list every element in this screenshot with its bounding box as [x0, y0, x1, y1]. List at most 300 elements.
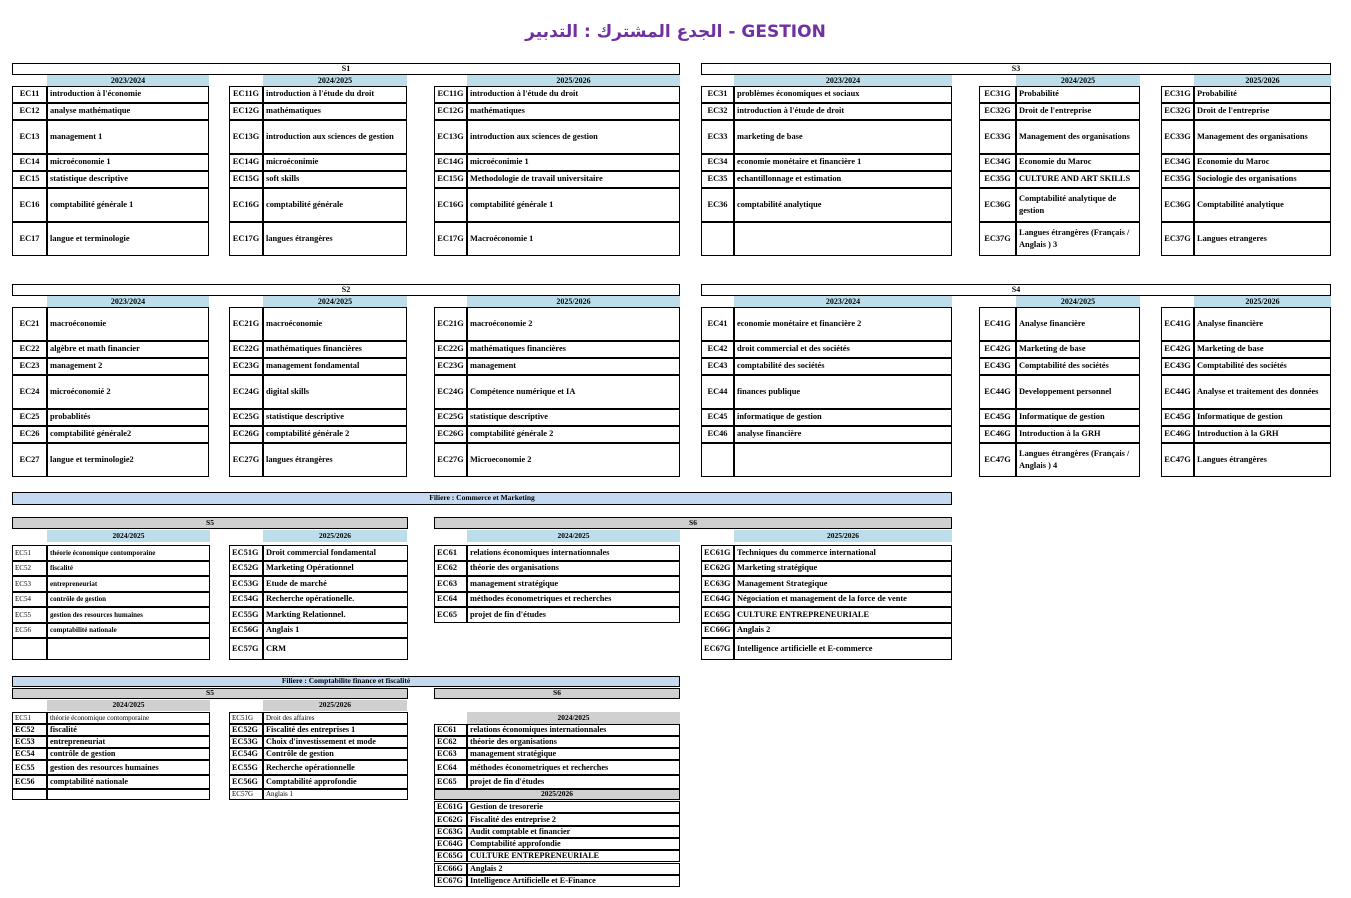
- course-name: mathématiques: [263, 103, 407, 120]
- semester-header: S1: [12, 63, 680, 75]
- course-code: EC11G: [229, 86, 263, 103]
- course-code: EC24G: [229, 375, 263, 409]
- course-name: théorie des organisations: [467, 561, 680, 577]
- course-code: EC64: [434, 760, 467, 775]
- course-code: EC53: [12, 576, 47, 592]
- course-name: microéconomie 1: [47, 154, 209, 171]
- course-name: analyse financière: [734, 426, 952, 443]
- course-name: introduction aux sciences de gestion: [263, 120, 407, 154]
- course-code: EC64G: [434, 838, 467, 850]
- course-name: macroéconomie 2: [467, 307, 680, 341]
- course-name: langue et terminologie2: [47, 443, 209, 477]
- course-code: EC43G: [979, 358, 1016, 375]
- year-header: 2024/2025: [263, 75, 407, 86]
- course-name: macroéconomie: [263, 307, 407, 341]
- course-name: Comptabilité approfondie: [467, 838, 680, 850]
- course-name: microéconomié 2: [47, 375, 209, 409]
- course-name: mathématiques financières: [467, 341, 680, 358]
- course-code: EC55G: [229, 607, 263, 623]
- course-code: EC33G: [979, 120, 1016, 154]
- course-code: EC14: [12, 154, 47, 171]
- course-name: economie monétaire et financière 2: [734, 307, 952, 341]
- course-name: microéconimie: [263, 154, 407, 171]
- course-code: EC33G: [1161, 120, 1194, 154]
- course-name: probablités: [47, 409, 209, 426]
- year-header: 2025/2026: [734, 530, 952, 542]
- course-code: EC61: [434, 545, 467, 561]
- course-code: EC31G: [1161, 86, 1194, 103]
- course-name: relations économiques internationnales: [467, 545, 680, 561]
- semester-header: S3: [701, 63, 1331, 75]
- course-code: EC52G: [229, 561, 263, 577]
- course-code: EC32: [701, 103, 734, 120]
- year-header: 2024/2025: [263, 296, 407, 307]
- course-code: EC16G: [229, 188, 263, 222]
- course-name: Marketing de base: [1194, 341, 1331, 358]
- course-code: EC23: [12, 358, 47, 375]
- course-name: Droit de l'entreprise: [1194, 103, 1331, 120]
- year-header: 2023/2024: [734, 75, 952, 86]
- course-name: mathématiques: [467, 103, 680, 120]
- course-name: Etude de marché: [263, 576, 408, 592]
- course-code: EC45: [701, 409, 734, 426]
- course-name: [467, 638, 680, 660]
- course-code: EC67G: [434, 875, 467, 887]
- course-name: entrepreneuriat: [47, 736, 210, 748]
- course-name: comptabilité générale: [263, 188, 407, 222]
- course-name: Marketing de base: [1016, 341, 1140, 358]
- course-code: EC65: [434, 775, 467, 789]
- course-code: EC26: [12, 426, 47, 443]
- course-name: Comptabilité des sociétés: [1194, 358, 1331, 375]
- course-code: EC35G: [1161, 171, 1194, 188]
- course-name: gestion des resources humaines: [47, 607, 210, 623]
- course-code: EC65: [434, 607, 467, 623]
- course-code: EC25G: [434, 409, 467, 426]
- course-code: EC34: [701, 154, 734, 171]
- course-name: macroéconomie: [47, 307, 209, 341]
- course-name: algèbre et math financier: [47, 341, 209, 358]
- course-code: EC54G: [229, 592, 263, 608]
- course-code: EC44: [701, 375, 734, 409]
- course-name: droit commercial et des sociétés: [734, 341, 952, 358]
- course-code: EC12G: [434, 103, 467, 120]
- course-code: EC22: [12, 341, 47, 358]
- course-name: Droit commercial fondamental: [263, 545, 408, 561]
- course-name: Management des organisations: [1194, 120, 1331, 154]
- course-name: Marketing Opérationnel: [263, 561, 408, 577]
- course-name: introduction aux sciences de gestion: [467, 120, 680, 154]
- course-code: EC23G: [229, 358, 263, 375]
- course-name: fiscalité: [47, 724, 210, 736]
- course-code: EC13G: [229, 120, 263, 154]
- course-name: comptabilité générale 2: [467, 426, 680, 443]
- course-name: entrepreneuriat: [47, 576, 210, 592]
- course-code: EC31G: [979, 86, 1016, 103]
- course-name: Fiscalité des entreprise 2: [467, 813, 680, 825]
- course-name: Intelligence artificielle et E-commerce: [734, 638, 952, 660]
- course-name: [467, 623, 680, 639]
- course-code: [701, 222, 734, 256]
- year-header: 2025/2026: [434, 789, 680, 800]
- course-code: EC42: [701, 341, 734, 358]
- year-header: 2025/2026: [467, 75, 680, 86]
- year-header: 2023/2024: [47, 75, 209, 86]
- course-code: EC24: [12, 375, 47, 409]
- semester-header: S6: [434, 688, 680, 699]
- course-name: [47, 638, 210, 660]
- course-code: EC41G: [1161, 307, 1194, 341]
- course-code: EC44G: [979, 375, 1016, 409]
- course-code: EC21G: [229, 307, 263, 341]
- course-code: EC47G: [979, 443, 1016, 477]
- course-code: EC55: [12, 760, 47, 775]
- course-name: comptabilité générale 1: [467, 188, 680, 222]
- course-name: [47, 789, 210, 800]
- course-name: Informatique de gestion: [1194, 409, 1331, 426]
- course-name: Anglais 2: [467, 863, 680, 875]
- course-code: EC43: [701, 358, 734, 375]
- course-name: Markting Relationnel.: [263, 607, 408, 623]
- course-code: EC14G: [434, 154, 467, 171]
- year-header: 2024/2025: [1016, 75, 1140, 86]
- course-code: EC43G: [1161, 358, 1194, 375]
- course-code: EC62: [434, 561, 467, 577]
- course-code: EC67G: [701, 638, 734, 660]
- course-code: EC45G: [979, 409, 1016, 426]
- course-code: EC22G: [434, 341, 467, 358]
- course-code: [12, 789, 47, 800]
- course-name: Management des organisations: [1016, 120, 1140, 154]
- course-name: Marketing stratégique: [734, 561, 952, 577]
- year-header: 2025/2026: [1194, 75, 1331, 86]
- course-code: EC27: [12, 443, 47, 477]
- course-name: Management Strategique: [734, 576, 952, 592]
- course-name: langue et terminologie: [47, 222, 209, 256]
- year-header: 2025/2026: [1194, 296, 1331, 307]
- course-code: EC17: [12, 222, 47, 256]
- course-name: Négociation et management de la force de vente: [734, 592, 952, 608]
- course-name: management 1: [47, 120, 209, 154]
- course-name: Fiscalité des entreprises 1: [263, 724, 408, 736]
- course-code: EC45G: [1161, 409, 1194, 426]
- course-code: EC11: [12, 86, 47, 103]
- course-name: fiscalité: [47, 561, 210, 577]
- course-code: EC27G: [229, 443, 263, 477]
- course-name: Methodologie de travail universitaire: [467, 171, 680, 188]
- course-name: Analyse financière: [1194, 307, 1331, 341]
- course-code: EC54: [12, 748, 47, 760]
- course-code: EC56G: [229, 623, 263, 639]
- course-name: management: [467, 358, 680, 375]
- course-code: EC46G: [979, 426, 1016, 443]
- course-name: finances publique: [734, 375, 952, 409]
- course-code: EC57G: [229, 789, 263, 800]
- course-name: projet de fin d'études: [467, 607, 680, 623]
- course-code: EC53G: [229, 736, 263, 748]
- course-code: EC17G: [229, 222, 263, 256]
- course-name: Microeconomie 2: [467, 443, 680, 477]
- course-code: EC37G: [1161, 222, 1194, 256]
- course-code: EC65G: [701, 607, 734, 623]
- year-header: 2024/2025: [467, 530, 680, 542]
- course-name: Economie du Maroc: [1194, 154, 1331, 171]
- course-code: [434, 638, 467, 660]
- course-name: Compétence numérique et IA: [467, 375, 680, 409]
- course-name: Analyse et traitement des données: [1194, 375, 1331, 409]
- year-header: 2025/2026: [263, 700, 407, 711]
- year-header: 2024/2025: [1016, 296, 1140, 307]
- course-code: EC52: [12, 561, 47, 577]
- course-name: Gestion de tresorerie: [467, 801, 680, 813]
- course-code: EC64G: [701, 592, 734, 608]
- course-name: informatique de gestion: [734, 409, 952, 426]
- course-code: EC21G: [434, 307, 467, 341]
- course-name: contrôle de gestion: [47, 592, 210, 608]
- course-name: statistique descriptive: [467, 409, 680, 426]
- course-code: EC55: [12, 607, 47, 623]
- course-code: EC23G: [434, 358, 467, 375]
- course-code: [434, 623, 467, 639]
- course-name: Langues etrangeres: [1194, 222, 1331, 256]
- course-code: EC12: [12, 103, 47, 120]
- course-name: Anglais 1: [263, 623, 408, 639]
- course-name: Probabilité: [1194, 86, 1331, 103]
- course-name: Anglais 1: [263, 789, 408, 800]
- course-code: EC53G: [229, 576, 263, 592]
- course-name: statistique descriptive: [47, 171, 209, 188]
- course-name: langues étrangères: [263, 443, 407, 477]
- course-code: EC21: [12, 307, 47, 341]
- year-header: 2023/2024: [734, 296, 952, 307]
- course-name: Comptabilité analytique: [1194, 188, 1331, 222]
- filiere-header: Filiere : Commerce et Marketing: [12, 492, 952, 505]
- semester-header: S5: [12, 688, 408, 699]
- course-name: mathématiques financières: [263, 341, 407, 358]
- year-header: 2024/2025: [467, 712, 680, 724]
- course-code: EC66G: [701, 623, 734, 639]
- course-code: EC15: [12, 171, 47, 188]
- course-name: analyse mathématique: [47, 103, 209, 120]
- course-name: projet de fin d'études: [467, 775, 680, 789]
- course-code: EC56: [12, 775, 47, 789]
- course-code: EC15G: [434, 171, 467, 188]
- course-code: EC12G: [229, 103, 263, 120]
- course-code: EC57G: [229, 638, 263, 660]
- course-name: comptabilité analytique: [734, 188, 952, 222]
- course-name: Techniques du commerce international: [734, 545, 952, 561]
- course-name: méthodes économetriques et recherches: [467, 760, 680, 775]
- course-name: problèmes économiques et sociaux: [734, 86, 952, 103]
- course-name: management fondamental: [263, 358, 407, 375]
- course-code: EC36: [701, 188, 734, 222]
- course-code: EC24G: [434, 375, 467, 409]
- course-name: Anglais 2: [734, 623, 952, 639]
- course-code: EC46: [701, 426, 734, 443]
- course-code: EC36G: [979, 188, 1016, 222]
- course-code: EC63G: [434, 826, 467, 838]
- course-name: relations économiques internationnales: [467, 724, 680, 736]
- course-name: méthodes économetriques et recherches: [467, 592, 680, 608]
- course-code: EC34G: [979, 154, 1016, 171]
- course-code: EC42G: [979, 341, 1016, 358]
- course-code: EC11G: [434, 86, 467, 103]
- course-name: Droit des affaires: [263, 712, 408, 724]
- course-code: EC64: [434, 592, 467, 608]
- year-header: 2023/2024: [47, 296, 209, 307]
- semester-header: S5: [12, 517, 408, 529]
- course-code: EC56G: [229, 775, 263, 789]
- course-name: théorie économique contomporaine: [47, 712, 210, 724]
- course-code: EC35G: [979, 171, 1016, 188]
- course-code: EC62: [434, 736, 467, 748]
- course-code: EC65G: [434, 850, 467, 862]
- course-name: Comptabilité analytique de gestion: [1016, 188, 1140, 222]
- year-header: 2025/2026: [263, 530, 407, 542]
- course-code: EC41G: [979, 307, 1016, 341]
- course-code: EC32G: [979, 103, 1016, 120]
- course-name: Informatique de gestion: [1016, 409, 1140, 426]
- course-name: economie monétaire et financière 1: [734, 154, 952, 171]
- course-name: Droit de l'entreprise: [1016, 103, 1140, 120]
- course-name: Intelligence Artificielle et E-Finance: [467, 875, 680, 887]
- course-code: EC26G: [434, 426, 467, 443]
- course-name: digital skills: [263, 375, 407, 409]
- course-name: introduction à l'étude du droit: [263, 86, 407, 103]
- course-name: comptabilité générale 2: [263, 426, 407, 443]
- course-code: EC13G: [434, 120, 467, 154]
- course-name: comptabilité générale2: [47, 426, 209, 443]
- course-name: [734, 443, 952, 477]
- course-name: Audit comptable et financier: [467, 826, 680, 838]
- course-code: EC35: [701, 171, 734, 188]
- page-title: الجدع المشترك : التدبير - GESTION: [525, 22, 826, 42]
- course-code: EC66G: [434, 863, 467, 875]
- course-name: Introduction à la GRH: [1016, 426, 1140, 443]
- course-name: CULTURE ENTREPRENEURIALE: [734, 607, 952, 623]
- course-name: Macroéconomie 1: [467, 222, 680, 256]
- course-code: EC62G: [434, 813, 467, 825]
- course-code: EC56: [12, 623, 47, 639]
- course-code: EC34G: [1161, 154, 1194, 171]
- course-code: EC27G: [434, 443, 467, 477]
- course-code: EC26G: [229, 426, 263, 443]
- course-code: EC46G: [1161, 426, 1194, 443]
- course-code: EC33: [701, 120, 734, 154]
- course-name: Langues étrangères: [1194, 443, 1331, 477]
- course-code: EC14G: [229, 154, 263, 171]
- course-code: EC25: [12, 409, 47, 426]
- course-code: EC52G: [229, 724, 263, 736]
- course-code: EC17G: [434, 222, 467, 256]
- course-code: EC16G: [434, 188, 467, 222]
- course-code: EC37G: [979, 222, 1016, 256]
- course-code: EC61: [434, 724, 467, 736]
- course-name: Contrôle de gestion: [263, 748, 408, 760]
- course-name: Langues étrangères (Français / Anglais ) 4: [1016, 443, 1140, 477]
- course-code: EC51G: [229, 545, 263, 561]
- course-name: Choix d'investissement et mode: [263, 736, 408, 748]
- course-code: EC62G: [701, 561, 734, 577]
- course-name: Comptabilité approfondie: [263, 775, 408, 789]
- course-code: EC25G: [229, 409, 263, 426]
- course-name: contrôle de gestion: [47, 748, 210, 760]
- filiere-header: Filiere : Comptabilite finance et fiscalité: [12, 676, 680, 687]
- course-name: introduction à l'étude du droit: [467, 86, 680, 103]
- course-name: introduction à l'économie: [47, 86, 209, 103]
- course-name: echantillonnage et estimation: [734, 171, 952, 188]
- course-name: comptabilité nationale: [47, 623, 210, 639]
- semester-header: S4: [701, 284, 1331, 296]
- course-code: EC32G: [1161, 103, 1194, 120]
- course-name: Langues étrangères (Français / Anglais ) 3: [1016, 222, 1140, 256]
- course-name: Sociologie des organisations: [1194, 171, 1331, 188]
- course-code: EC61G: [434, 801, 467, 813]
- course-name: Developpement personnel: [1016, 375, 1140, 409]
- course-code: EC52: [12, 724, 47, 736]
- course-code: EC13: [12, 120, 47, 154]
- course-code: EC44G: [1161, 375, 1194, 409]
- year-header: 2024/2025: [47, 700, 210, 711]
- course-name: marketing de base: [734, 120, 952, 154]
- course-code: EC31: [701, 86, 734, 103]
- semester-header: S2: [12, 284, 680, 296]
- course-name: Introduction à la GRH: [1194, 426, 1331, 443]
- course-name: langues étrangères: [263, 222, 407, 256]
- course-name: Recherche opérationnelle: [263, 760, 408, 775]
- course-code: EC63: [434, 576, 467, 592]
- course-name: Probabilité: [1016, 86, 1140, 103]
- course-code: EC55G: [229, 760, 263, 775]
- course-name: CULTURE ENTREPRENEURIALE: [467, 850, 680, 862]
- year-header: 2025/2026: [467, 296, 680, 307]
- course-name: Comptabilité des sociétés: [1016, 358, 1140, 375]
- course-name: théorie des organisations: [467, 736, 680, 748]
- course-name: Recherche opérationelle.: [263, 592, 408, 608]
- course-code: EC51: [12, 545, 47, 561]
- course-name: comptabilité des sociétés: [734, 358, 952, 375]
- year-header: 2024/2025: [47, 530, 210, 542]
- course-code: EC47G: [1161, 443, 1194, 477]
- course-name: Analyse financière: [1016, 307, 1140, 341]
- course-name: comptabilité générale 1: [47, 188, 209, 222]
- course-name: management 2: [47, 358, 209, 375]
- course-name: gestion des resources humaines: [47, 760, 210, 775]
- course-name: comptabilité nationale: [47, 775, 210, 789]
- course-code: EC63G: [701, 576, 734, 592]
- course-code: EC41: [701, 307, 734, 341]
- course-name: théorie économique contomporaine: [47, 545, 210, 561]
- course-code: EC15G: [229, 171, 263, 188]
- course-name: management stratégique: [467, 748, 680, 760]
- course-code: [701, 443, 734, 477]
- course-code: EC54G: [229, 748, 263, 760]
- course-code: EC16: [12, 188, 47, 222]
- course-code: EC36G: [1161, 188, 1194, 222]
- course-code: EC22G: [229, 341, 263, 358]
- course-code: EC42G: [1161, 341, 1194, 358]
- course-code: EC51G: [229, 712, 263, 724]
- course-code: EC53: [12, 736, 47, 748]
- course-code: EC61G: [701, 545, 734, 561]
- course-name: CRM: [263, 638, 408, 660]
- course-code: [12, 638, 47, 660]
- semester-header: S6: [434, 517, 952, 529]
- course-code: EC63: [434, 748, 467, 760]
- course-name: soft skills: [263, 171, 407, 188]
- course-name: microéconimie 1: [467, 154, 680, 171]
- course-name: CULTURE AND ART SKILLS: [1016, 171, 1140, 188]
